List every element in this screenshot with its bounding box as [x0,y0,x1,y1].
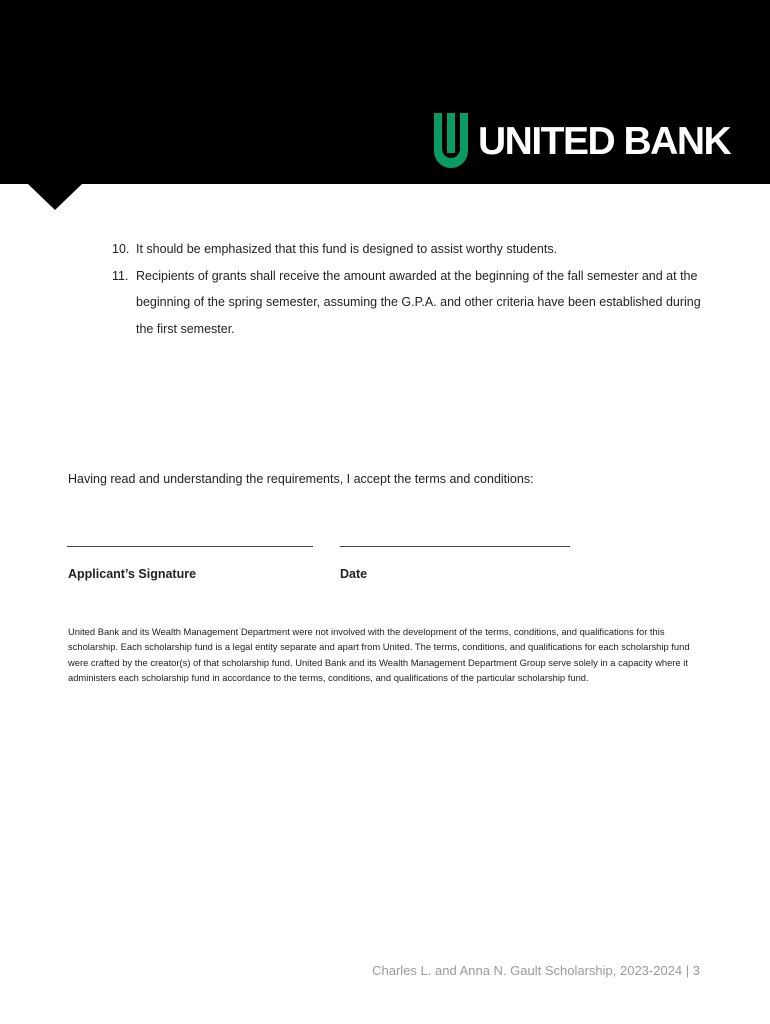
date-line[interactable] [340,546,570,547]
list-item [112,236,712,263]
header-notch [28,184,82,210]
acceptance-statement: Having read and understanding the requirements, I accept the terms and conditions: [68,472,534,486]
logo-wordmark: UNITED BANK [478,120,731,163]
date-label: Date [340,567,368,581]
list-item [112,263,712,343]
disclaimer-text: United Bank and its Wealth Management Department were not involved with the development of the terms, conditions, and qualifications for this scholarship. Each scholarship fund is a legal entity separate and apart from United. The terms, conditions, and qualifications for each scholarship fund were crafted by the creator(s) of that scholarship fund. United Bank and its Wealth Management Department Group serve solely in a capacity where it administers each scholarship fund in accordance to the terms, conditions, and qualifications of the particular scholarship fund. [68,626,690,683]
list-item-number: 11. [112,268,129,283]
terms-list [112,236,712,342]
signature-line[interactable] [67,546,313,547]
signature-label: Applicant’s Signature [68,567,197,581]
united-bank-logo-icon [434,113,468,171]
list-item-number: 10. [112,242,130,256]
page-footer: Charles L. and Anna N. Gault Scholarship, 2023-2024 | 3 [372,963,700,978]
list-item-text: It should be emphasized that this fund is designed to assist worthy students. [136,242,558,256]
list-item-text: Recipients of grants shall receive the amount awarded at the beginning of the fall semester and at the beginning of the spring semester, assuming the G.P.A. and other criteria have been established during the first semester. [136,268,701,336]
